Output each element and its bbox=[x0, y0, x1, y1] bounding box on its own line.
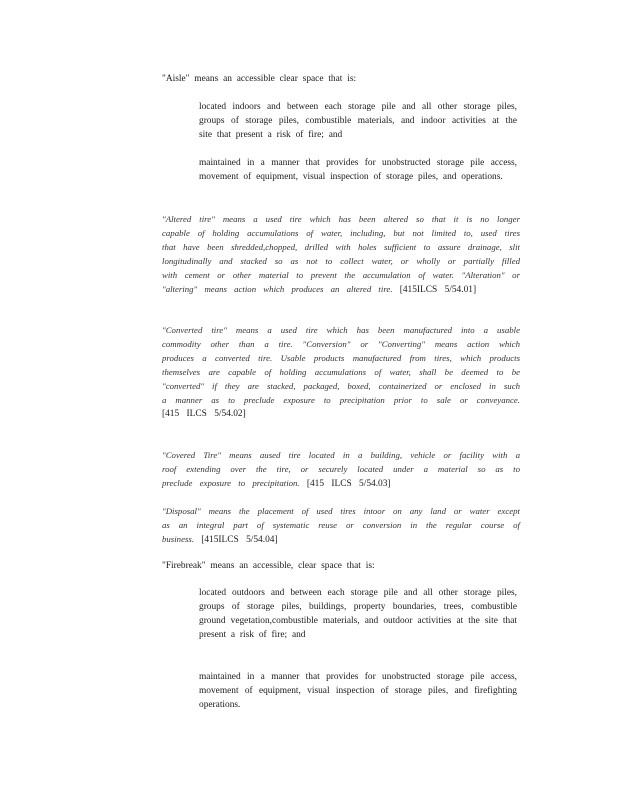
covered-tire-citation: [415 ILCS 5/54.03] bbox=[306, 478, 391, 489]
altered-tire-text: "Altered tire" means a used tire which has been altered so that it is no longer capable of holding accumulations of water, including, but not limited to, used tires that have been shredded,chopped, drilled with holes sufficient to assure drainage, slit longitudinally and stacked so as not to collect water, or wholly or partially filled with cement or other material to prevent the accumulation of water. "Alteration" or "altering" means action which produces an altered tire. bbox=[162, 214, 520, 294]
converted-tire-text: "Converted tire" means a used tire which has been manufactured into a usable commodity other than a tire. "Conversion" or "Converting" means action which produces a converted tire. Usable products manufactured from tires, which products themselves are capable of holding accumulations of water, shall be deemed to be "converted" if they are stacked, packaged, boxed, containerized or enclosed in such a manner as to preclude exposure to precipitation prior to sale or conveyance. bbox=[162, 325, 520, 405]
aisle-definition-item-1: located indoors and between each storage pile and all other storage piles, groups of storage piles, combustible materials, and indoor activities at the site that present a risk of fire; and bbox=[199, 102, 517, 140]
covered-tire-text: "Covered Tire" means aused tire located in a building, vehicle or facility with a roof extending over the tire, or securely located under a material so as to preclude exposure to precipitation. bbox=[162, 450, 520, 488]
disposal-text: "Disposal" means the placement of used tires intoor on any land or water except as an integral part of systematic reuse or conversion in the regular course of business. bbox=[162, 506, 520, 544]
aisle-definition-item-2: maintained in a manner that provides for unobstructed storage pile access, movement of equipment, visual inspection of storage piles, and operations. bbox=[199, 158, 517, 182]
disposal-citation: [415ILCS 5/54.04] bbox=[201, 534, 278, 545]
covered-tire-definition bbox=[162, 449, 520, 492]
converted-tire-citation: [415 ILCS 5/54.02] bbox=[162, 409, 246, 420]
altered-tire-definition bbox=[162, 213, 520, 297]
converted-tire-definition bbox=[162, 324, 520, 422]
disposal-definition bbox=[162, 505, 520, 548]
firebreak-definition-item-1: located outdoors and between each storage pile and all other storage piles, groups of storage piles, buildings, property boundaries, trees, combustible ground vegetation,combustible materials, and outdoor activities at the site that present a risk of fire; and bbox=[199, 588, 517, 640]
aisle-definition-intro: "Aisle" means an accessible clear space that is: bbox=[162, 74, 357, 84]
firebreak-definition-intro: "Firebreak" means an accessible, clear space that is: bbox=[162, 561, 375, 571]
firebreak-definition-item-2: maintained in a manner that provides for unobstructed storage pile access, movement of equipment, visual inspection of storage piles, and firefighting operations. bbox=[199, 672, 517, 710]
altered-tire-citation: [415ILCS 5/54.01] bbox=[399, 284, 477, 295]
